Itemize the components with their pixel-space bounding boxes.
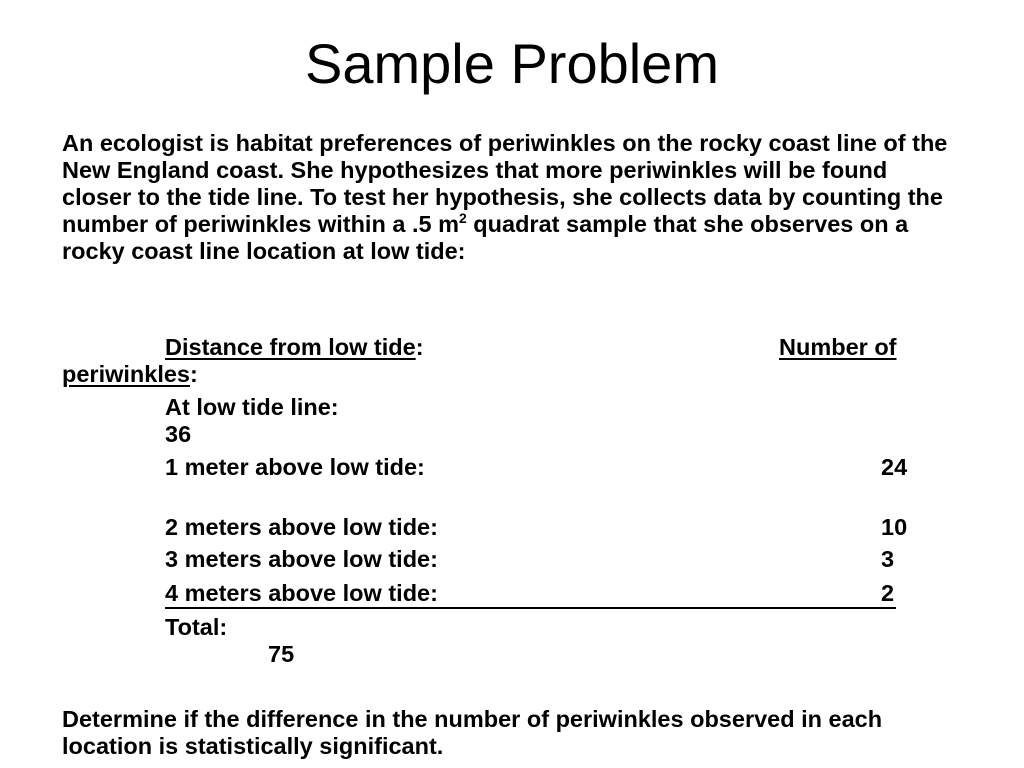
total-label: Total: xyxy=(165,614,228,640)
header-distance: Distance from low tide: xyxy=(165,334,424,360)
row-label: 3 meters above low tide: xyxy=(165,546,438,572)
conclusion-paragraph: Determine if the difference in the number of periwinkles observed in each location is statistically significant. xyxy=(62,706,883,759)
total-divider-line xyxy=(165,607,896,609)
row-label: 4 meters above low tide: xyxy=(165,580,438,606)
intro-text-cont: quadrat sample that she observes on a rocky coast line location at low tide: xyxy=(62,211,909,264)
row-value: 10 xyxy=(881,514,908,540)
row-label: 2 meters above low tide: xyxy=(165,514,438,540)
intro-paragraph xyxy=(62,130,962,265)
superscript-2: 2 xyxy=(458,210,467,227)
row-value: 36 xyxy=(165,421,192,447)
intro-text: An ecologist is habitat preferences of periwinkles on the rocky coast line of the New England coast. She hypothesizes that more periwinkles will be found closer to the tide line. To test her hypothesis, she collects data by counting the number of periwinkles within a .5 m xyxy=(62,130,948,237)
row-value: 24 xyxy=(881,454,908,480)
row-value: 3 xyxy=(881,546,895,572)
header-periwinkles: periwinkles: xyxy=(62,361,198,387)
row-label: At low tide line: xyxy=(165,394,339,420)
total-value: 75 xyxy=(268,641,295,667)
header-number: Number of xyxy=(779,334,897,360)
row-label: 1 meter above low tide: xyxy=(165,454,425,480)
row-value: 2 xyxy=(881,580,895,606)
slide-title: Sample Problem xyxy=(305,32,719,95)
